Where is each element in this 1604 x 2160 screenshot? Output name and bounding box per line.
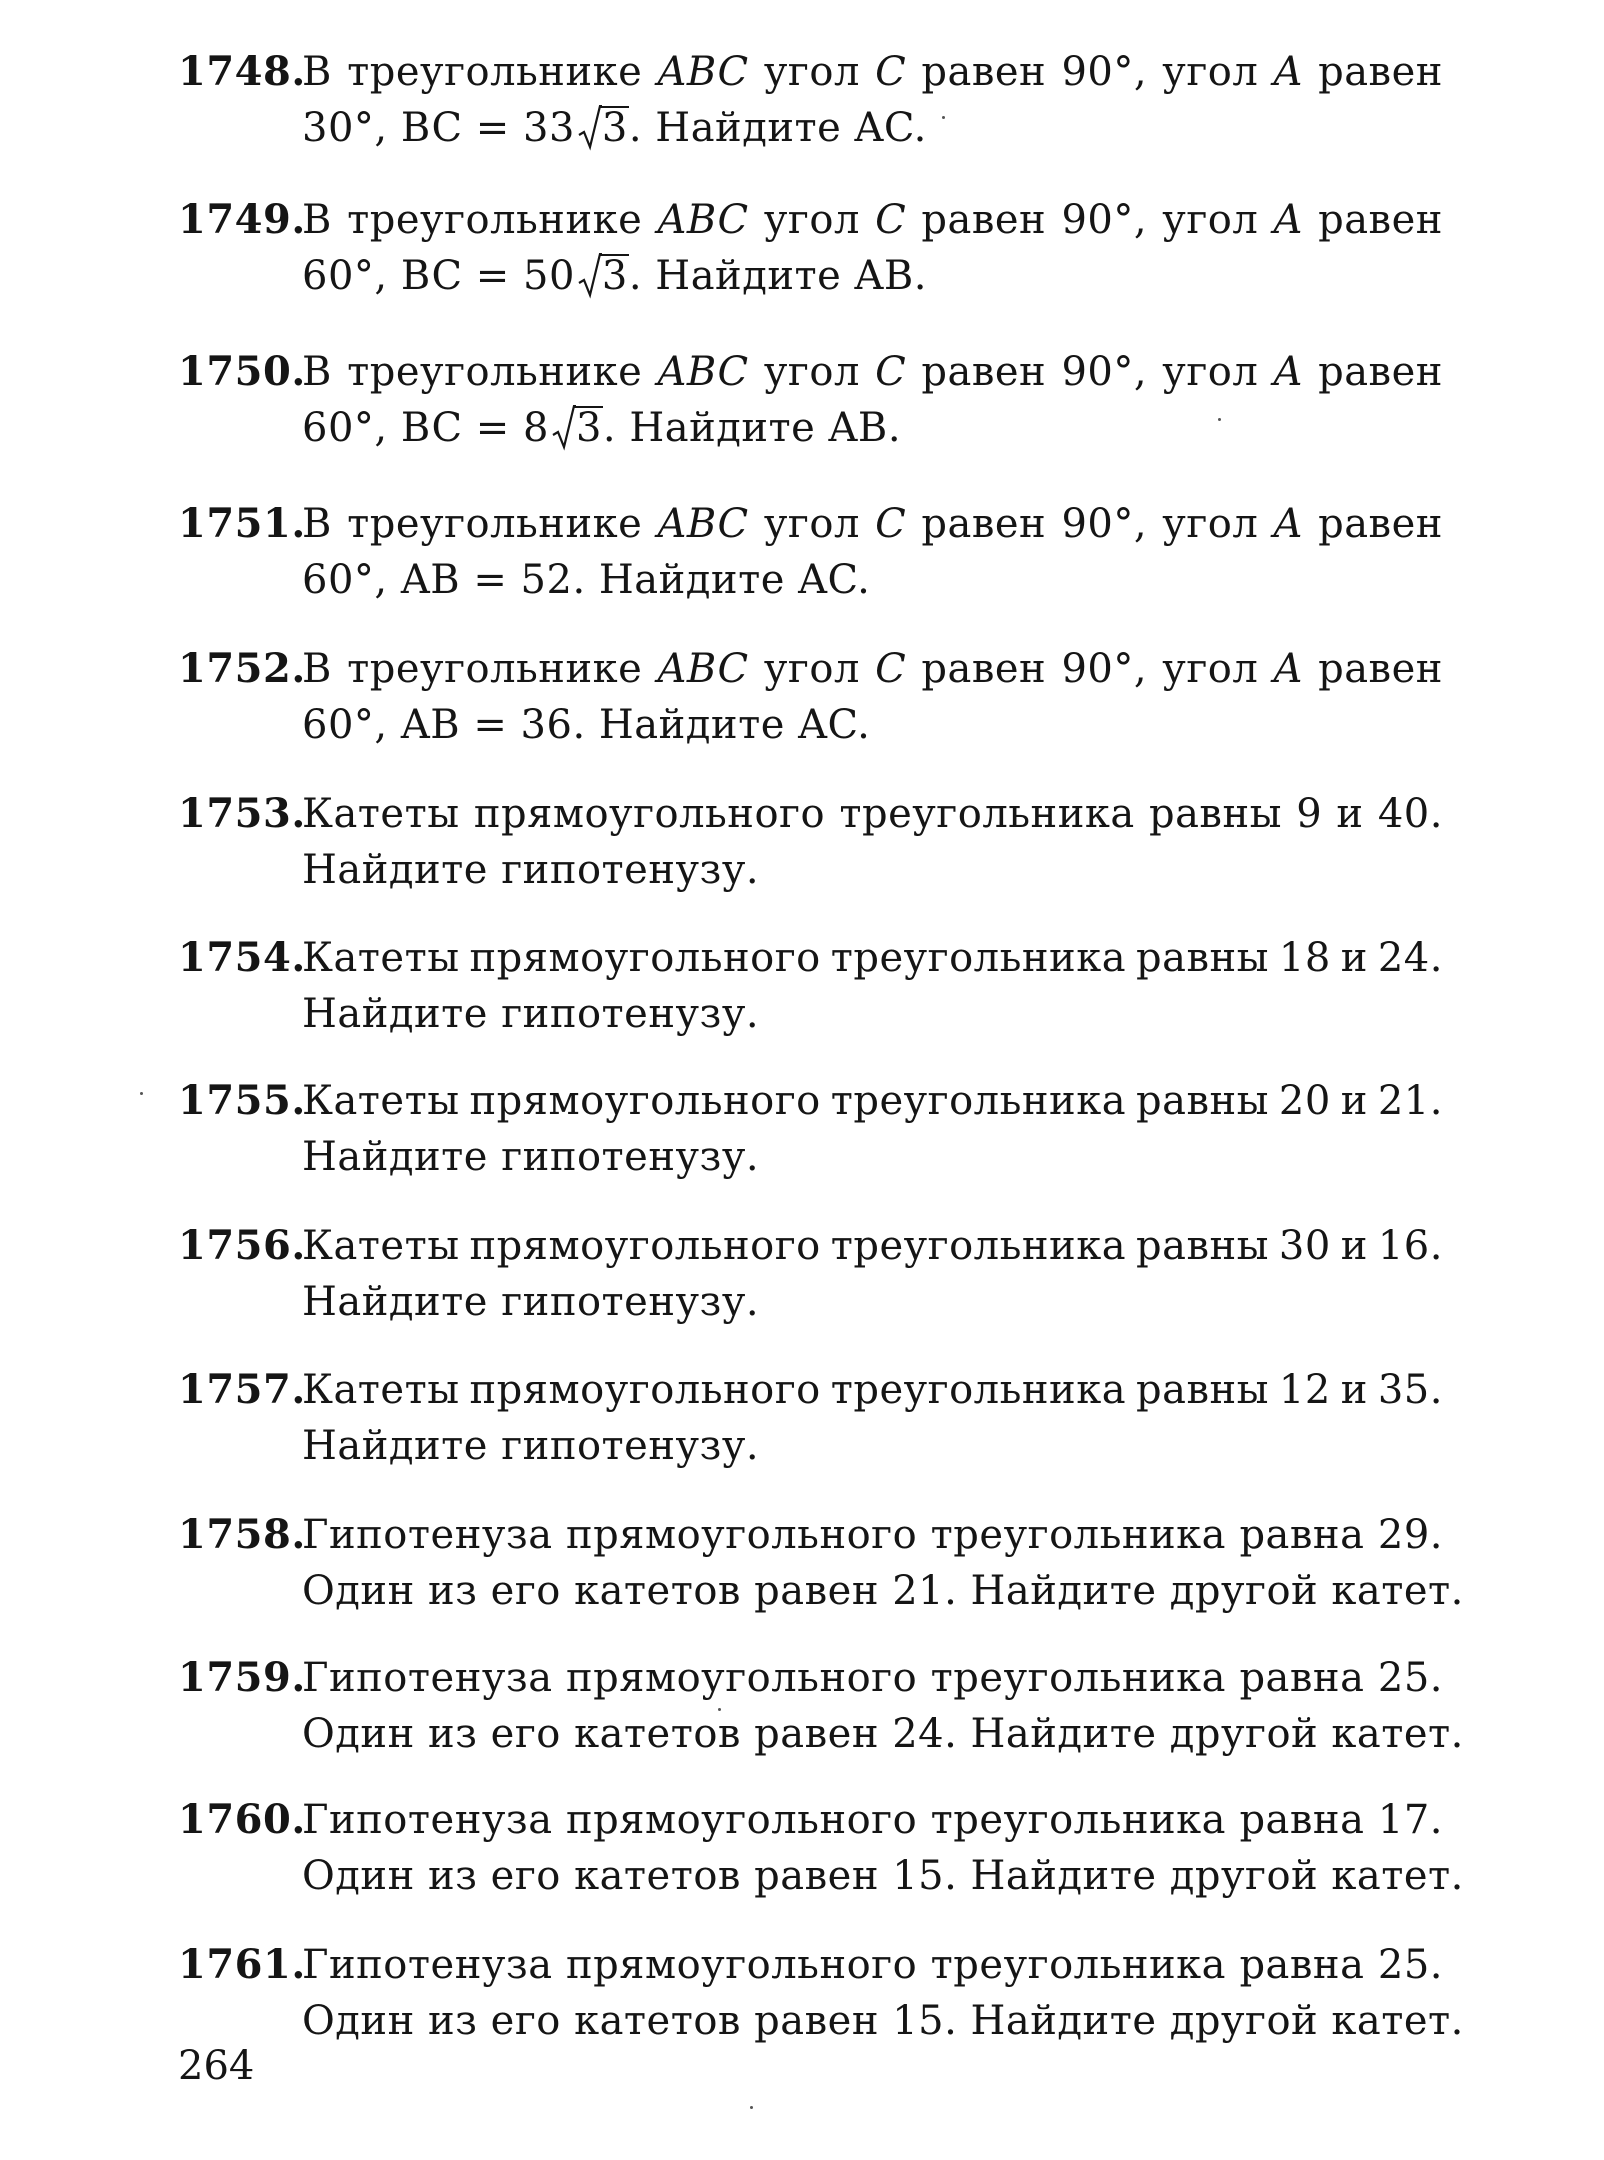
problem-line-1: Гипотенуза прямоугольного треугольника равна 25. <box>302 1655 1443 1701</box>
scan-speck <box>1218 418 1221 421</box>
problem-line-2: Найдите гипотенузу. <box>302 847 760 893</box>
problem-line-2: 60°, AB = 36. Найдите AC. <box>302 702 871 748</box>
problem-number: 1750. <box>178 348 306 395</box>
problem-number: 1752. <box>178 645 306 692</box>
scan-speck <box>750 2106 753 2109</box>
problem-number: 1759. <box>178 1654 306 1701</box>
problem-line-2: 60°, BC = 50 3. Найдите AB. <box>302 248 1443 304</box>
problem-1758 <box>178 1507 1464 1619</box>
problem-1754 <box>178 930 1443 1042</box>
problem-line-1: Гипотенуза прямоугольного треугольника равна 17. <box>302 1797 1443 1843</box>
problem-number: 1751. <box>178 500 306 547</box>
problem-number: 1761. <box>178 1941 306 1988</box>
scan-speck <box>140 1092 143 1095</box>
square-root: 3 <box>578 248 629 304</box>
page-number: 264 <box>178 2043 255 2089</box>
problem-line-1: В треугольнике ABC угол C равен 90°, угол A равен <box>302 349 1443 395</box>
problem-1748 <box>178 44 1443 156</box>
problem-number: 1749. <box>178 196 306 243</box>
problem-1760 <box>178 1792 1464 1904</box>
problem-line-1: В треугольнике ABC угол C равен 90°, угол A равен <box>302 49 1443 95</box>
radical-sign-icon <box>552 405 576 451</box>
problem-line-2: Найдите гипотенузу. <box>302 991 760 1037</box>
problem-1757 <box>178 1362 1443 1474</box>
problem-1749 <box>178 192 1443 304</box>
problem-line-2: 30°, BC = 33 3. Найдите AC. <box>302 100 1443 156</box>
problem-line-1: В треугольнике ABC угол C равен 90°, угол A равен <box>302 197 1443 243</box>
problem-number: 1754. <box>178 934 306 981</box>
problem-1759 <box>178 1650 1464 1762</box>
problem-line-1: Гипотенуза прямоугольного треугольника равна 25. <box>302 1942 1443 1988</box>
radical-sign-icon <box>578 253 602 299</box>
problem-line-2: Найдите гипотенузу. <box>302 1423 760 1469</box>
problem-number: 1758. <box>178 1511 306 1558</box>
problem-1756 <box>178 1218 1443 1330</box>
problem-line-2: Один из его катетов равен 21. Найдите другой катет. <box>302 1568 1464 1614</box>
problem-1755 <box>178 1073 1443 1185</box>
equation: BC = 33 <box>400 105 575 151</box>
square-root: 3 <box>578 100 629 156</box>
problem-line-1: Катеты прямоугольного треугольника равны 12 и 35. <box>302 1367 1443 1413</box>
problem-1751 <box>178 496 1443 608</box>
problem-1753 <box>178 786 1443 898</box>
square-root: 3 <box>552 400 603 456</box>
problem-1752 <box>178 641 1443 753</box>
scan-speck <box>718 1708 721 1711</box>
equation: BC = 8 <box>400 405 549 451</box>
problem-line-2: Один из его катетов равен 15. Найдите другой катет. <box>302 1998 1464 2044</box>
problem-line-1: Катеты прямоугольного треугольника равны 30 и 16. <box>302 1223 1443 1269</box>
problem-1750 <box>178 344 1443 456</box>
problem-line-2: Один из его катетов равен 15. Найдите другой катет. <box>302 1853 1464 1899</box>
equation: BC = 50 <box>400 253 575 299</box>
problem-number: 1755. <box>178 1077 306 1124</box>
problem-number: 1757. <box>178 1366 306 1413</box>
problem-line-2: Один из его катетов равен 24. Найдите другой катет. <box>302 1711 1464 1757</box>
problem-line-1: Катеты прямоугольного треугольника равны 18 и 24. <box>302 935 1443 981</box>
problem-line-2: 60°, BC = 8 3. Найдите AB. <box>302 400 1443 456</box>
problem-line-1: Гипотенуза прямоугольного треугольника равна 29. <box>302 1512 1443 1558</box>
problem-line-2: Найдите гипотенузу. <box>302 1134 760 1180</box>
problem-line-1: Катеты прямоугольного треугольника равны 9 и 40. <box>302 791 1443 837</box>
problem-line-1: В треугольнике ABC угол C равен 90°, угол A равен <box>302 646 1443 692</box>
problem-line-2: 60°, AB = 52. Найдите AC. <box>302 557 871 603</box>
problem-line-2: Найдите гипотенузу. <box>302 1279 760 1325</box>
problem-number: 1753. <box>178 790 306 837</box>
problem-line-1: Катеты прямоугольного треугольника равны 20 и 21. <box>302 1078 1443 1124</box>
problem-number: 1760. <box>178 1796 306 1843</box>
problem-1761 <box>178 1937 1464 2049</box>
scan-speck <box>942 116 945 119</box>
radical-sign-icon <box>578 105 602 151</box>
problem-number: 1748. <box>178 48 306 95</box>
problem-line-1: В треугольнике ABC угол C равен 90°, угол A равен <box>302 501 1443 547</box>
problem-number: 1756. <box>178 1222 306 1269</box>
